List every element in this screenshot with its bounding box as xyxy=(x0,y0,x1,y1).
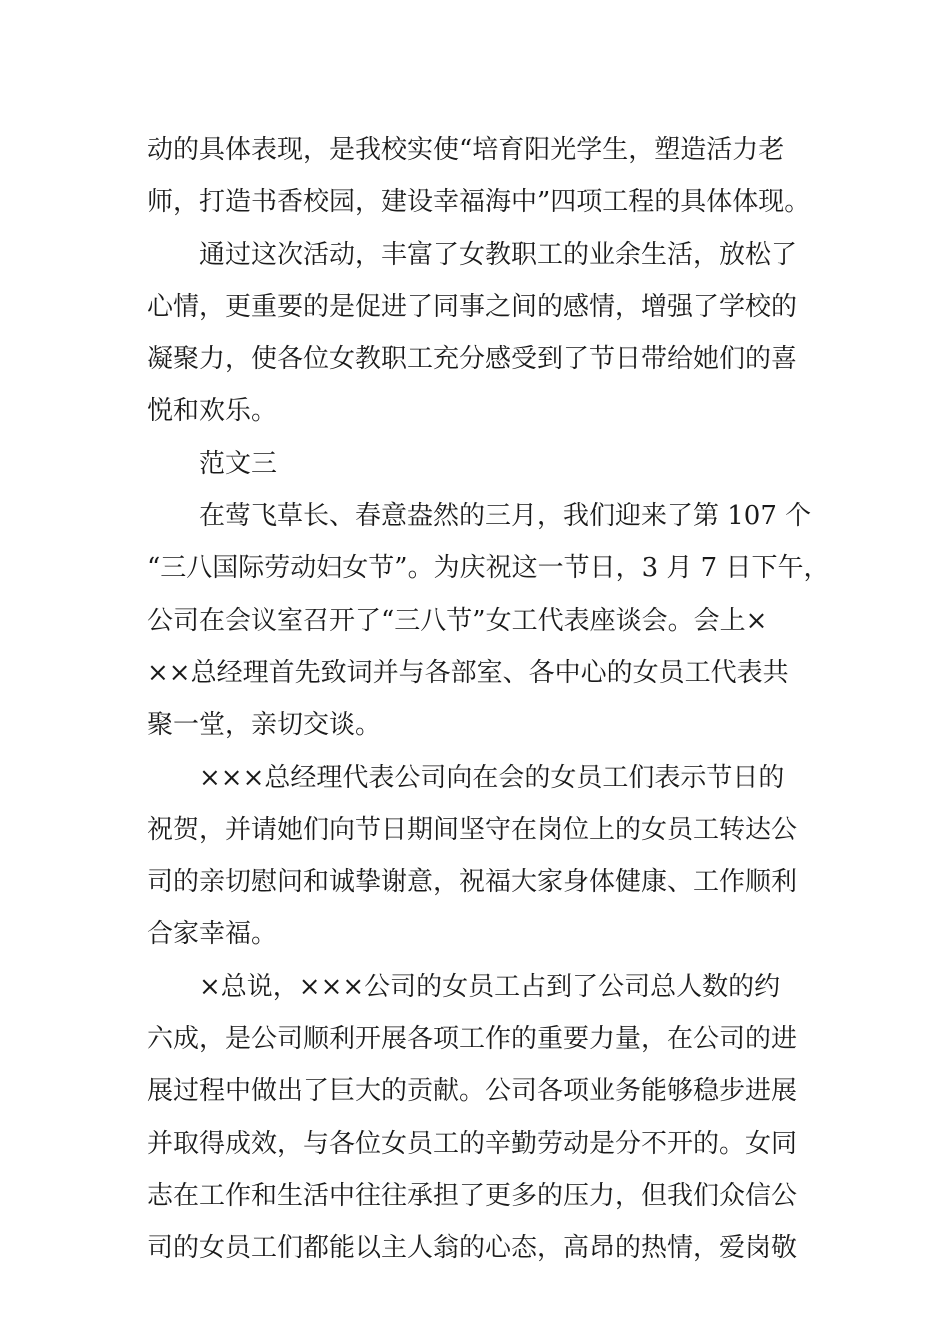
text-line: 合家幸福。 xyxy=(147,919,278,950)
text-line: 并取得成效，与各位女员工的辛勤劳动是分不开的。女同 xyxy=(147,1128,798,1159)
text-line: 公司在会议室召开了“三八节”女工代表座谈会。会上× xyxy=(147,605,768,636)
text-line: 展过程中做出了巨大的贡献。公司各项业务能够稳步进展 xyxy=(147,1076,798,1107)
text-line: 聚一堂，亲切交谈。 xyxy=(147,710,382,741)
document-body xyxy=(147,124,830,1275)
text-line: 志在工作和生活中往往承担了更多的压力，但我们众信公 xyxy=(147,1180,798,1211)
text-line: 师，打造书香校园，建设幸福海中”四项工程的具体体现。 xyxy=(147,187,811,218)
text-line: 动的具体表现，是我校实使“培育阳光学生，塑造活力老 xyxy=(147,135,785,165)
text-line: 司的亲切慰问和诚挚谢意，祝福大家身体健康、工作顺利 xyxy=(147,867,798,898)
text-line: 心情，更重要的是促进了同事之间的感情，增强了学校的 xyxy=(147,291,798,322)
text-line: ×总说，×××公司的女员工占到了公司总人数的约 xyxy=(199,971,781,1002)
text-line: 六成，是公司顺利开展各项工作的重要力量，在公司的进 xyxy=(147,1024,798,1055)
text-line: 悦和欢乐。 xyxy=(147,396,278,427)
text-line: ××总经理首先致词并与各部室、各中心的女员工代表共 xyxy=(147,657,789,688)
text-line: 通过这次活动，丰富了女教职工的业余生活，放松了 xyxy=(199,239,798,270)
text-line: 祝贺，并请她们向节日期间坚守在岗位上的女员工转达公 xyxy=(147,814,798,845)
text-line: ×××总经理代表公司向在会的女员工们表示节日的 xyxy=(199,762,785,793)
text-line: “三八国际劳动妇女节”。为庆祝这一节日，3 月 7 日下午， xyxy=(147,553,830,584)
text-line: 在莺飞草长、春意盎然的三月，我们迎来了第 107 个 xyxy=(199,501,812,532)
text-line: 范文三 xyxy=(199,448,278,479)
text-line: 司的女员工们都能以主人翁的心态，高昂的热情，爱岗敬 xyxy=(147,1233,798,1264)
text-line: 凝聚力，使各位女教职工充分感受到了节日带给她们的喜 xyxy=(147,344,798,375)
